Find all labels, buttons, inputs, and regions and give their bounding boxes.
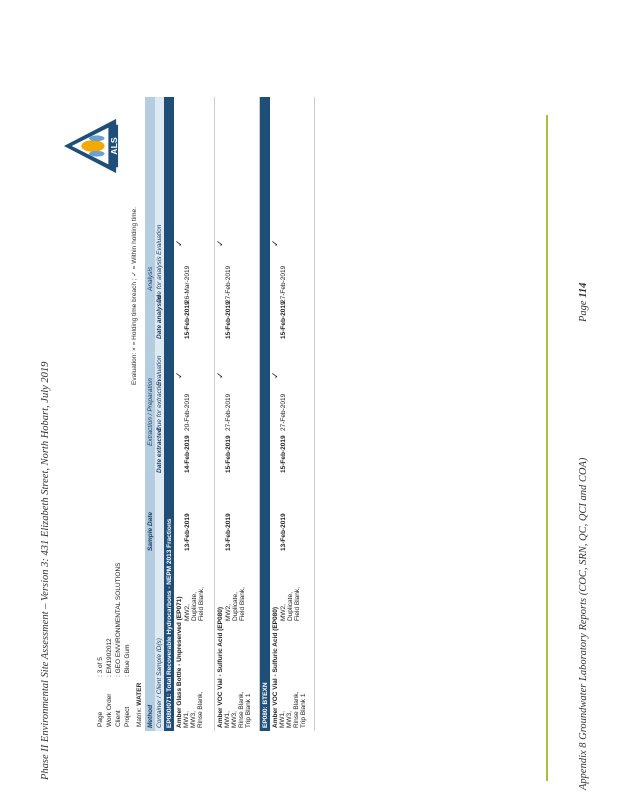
sample-id: MW3, bbox=[231, 711, 238, 728]
sample-id: MW2, bbox=[184, 604, 191, 621]
table-row bbox=[215, 97, 260, 731]
evaluation-legend: Evaluation: × = Holding time breach ; ✓ = Within holding time. bbox=[131, 207, 138, 385]
evaluation-check: ✓ bbox=[270, 239, 280, 247]
section-title: EP080/071: Total Recoverable Hydrocarbons - NEPM 2013 Fractions bbox=[164, 97, 174, 731]
container-name: Amber VOC Vial - Sulfuric Acid (EP080) bbox=[272, 606, 279, 728]
col-container: Container / Client Sample ID(s) bbox=[156, 638, 163, 728]
sample-id: Duplicate, bbox=[232, 592, 239, 621]
meta-value: : EM1902012 bbox=[106, 638, 113, 677]
container-cell bbox=[272, 607, 307, 728]
sample-id: Rinse Blank, bbox=[293, 691, 300, 728]
container-cell bbox=[217, 607, 252, 728]
report-meta bbox=[96, 563, 132, 728]
page-header-text: Phase II Environmental Site Assessment – Version 3: 431 Elizabeth Street, North Hobart, July 2019 bbox=[40, 361, 51, 780]
table-subheader-row bbox=[155, 97, 164, 731]
meta-key: Page bbox=[97, 711, 104, 727]
evaluation-check: ✓ bbox=[215, 239, 225, 247]
sample-id: MW3, bbox=[190, 711, 197, 728]
als-logo bbox=[62, 117, 120, 175]
meta-row bbox=[105, 563, 114, 728]
table-row bbox=[174, 97, 215, 731]
sample-id: MW2, bbox=[280, 604, 287, 621]
col-due-extraction: Due for extraction bbox=[156, 379, 163, 431]
sample-ids-col-b bbox=[184, 587, 205, 621]
col-date-extracted: Date extracted bbox=[156, 428, 163, 473]
sample-ids-col-b bbox=[280, 587, 301, 621]
meta-row bbox=[96, 563, 105, 728]
sample-id: Duplicate, bbox=[191, 592, 198, 621]
matrix-label: Matrix: WATER bbox=[136, 682, 143, 727]
col-date-analysed: Date analysed bbox=[156, 295, 163, 339]
date-extracted: 15-Feb-2019 bbox=[280, 435, 287, 473]
due-analysis: 27-Feb-2019 bbox=[225, 265, 232, 303]
sample-id: MW1, bbox=[279, 711, 286, 728]
meta-key: Work Order bbox=[106, 693, 113, 727]
col-evaluation: Evaluation bbox=[156, 355, 163, 386]
container-name: Amber Glass Bottle - Unpreserved (EP071) bbox=[176, 596, 183, 728]
sample-date: 13-Feb-2019 bbox=[225, 513, 232, 551]
container-name: Amber VOC Vial - Sulfuric Acid (EP080) bbox=[217, 606, 224, 728]
sample-id: MW3, bbox=[286, 711, 293, 728]
sample-id: Field Blank, bbox=[294, 587, 301, 621]
meta-key: Project bbox=[124, 706, 131, 727]
due-analysis: 26-Mar-2019 bbox=[184, 265, 191, 303]
meta-row bbox=[114, 563, 123, 728]
sample-id: Duplicate, bbox=[287, 592, 294, 621]
evaluation-check: ✓ bbox=[215, 371, 225, 379]
footer-rule bbox=[546, 115, 548, 781]
sample-id: Field Blank, bbox=[239, 587, 246, 621]
due-analysis: 27-Feb-2019 bbox=[280, 265, 287, 303]
col-due-analysis: Due for analysis bbox=[156, 256, 163, 303]
sample-id: Trip Blank 1 bbox=[300, 693, 307, 728]
lab-report bbox=[90, 95, 320, 735]
col-sample-date: Sample Date bbox=[146, 511, 154, 551]
evaluation-check: ✓ bbox=[174, 239, 184, 247]
sample-ids-col-b bbox=[225, 587, 246, 621]
meta-value: : 3 of 5 bbox=[97, 657, 104, 677]
evaluation-check: ✓ bbox=[174, 371, 184, 379]
table-row bbox=[270, 97, 315, 731]
col-analysis: Analysis bbox=[146, 266, 154, 291]
sample-id: Rinse Blank, bbox=[197, 691, 204, 728]
meta-value: : GEO ENVIRONMENTAL SOLUTIONS bbox=[115, 562, 122, 677]
sample-date: 13-Feb-2019 bbox=[184, 513, 191, 551]
page-footer-appendix: Appendix 8 Groundwater Laboratory Reports (COC, SRN, QC, QCI and COA) bbox=[578, 457, 589, 790]
col-method: Method bbox=[146, 704, 154, 728]
sample-id: MW1, bbox=[183, 711, 190, 728]
col-extraction: Extraction / Preparation bbox=[146, 378, 154, 446]
sample-id: Rinse Blank, bbox=[238, 691, 245, 728]
date-analysed: 15-Feb-2019 bbox=[280, 301, 287, 339]
page-footer-number: Page 114 bbox=[578, 282, 589, 322]
meta-row bbox=[123, 563, 132, 728]
date-analysed: 15-Feb-2019 bbox=[225, 301, 232, 339]
sample-id: Trip Blank 1 bbox=[245, 693, 252, 728]
due-extraction: 27-Feb-2019 bbox=[225, 393, 232, 431]
sample-id: Field Blank, bbox=[198, 587, 205, 621]
sample-id: MW1, bbox=[224, 711, 231, 728]
date-extracted: 14-Feb-2019 bbox=[184, 435, 191, 473]
due-extraction: 27-Feb-2019 bbox=[280, 393, 287, 431]
sample-date: 13-Feb-2019 bbox=[280, 513, 287, 551]
due-extraction: 20-Feb-2019 bbox=[184, 393, 191, 431]
holding-time-table bbox=[145, 97, 315, 731]
meta-key: Client bbox=[115, 710, 122, 727]
col-evaluation-2: Evaluation bbox=[156, 224, 163, 255]
table-header-row bbox=[145, 97, 155, 731]
evaluation-check: ✓ bbox=[270, 371, 280, 379]
date-extracted: 15-Feb-2019 bbox=[225, 435, 232, 473]
meta-value: : Blue Gum bbox=[124, 644, 131, 677]
svg-text:ALS: ALS bbox=[109, 137, 120, 155]
date-analysed: 15-Feb-2019 bbox=[184, 301, 191, 339]
sample-id: MW2, bbox=[225, 604, 232, 621]
section-title: EP080: BTEXN bbox=[260, 97, 270, 731]
